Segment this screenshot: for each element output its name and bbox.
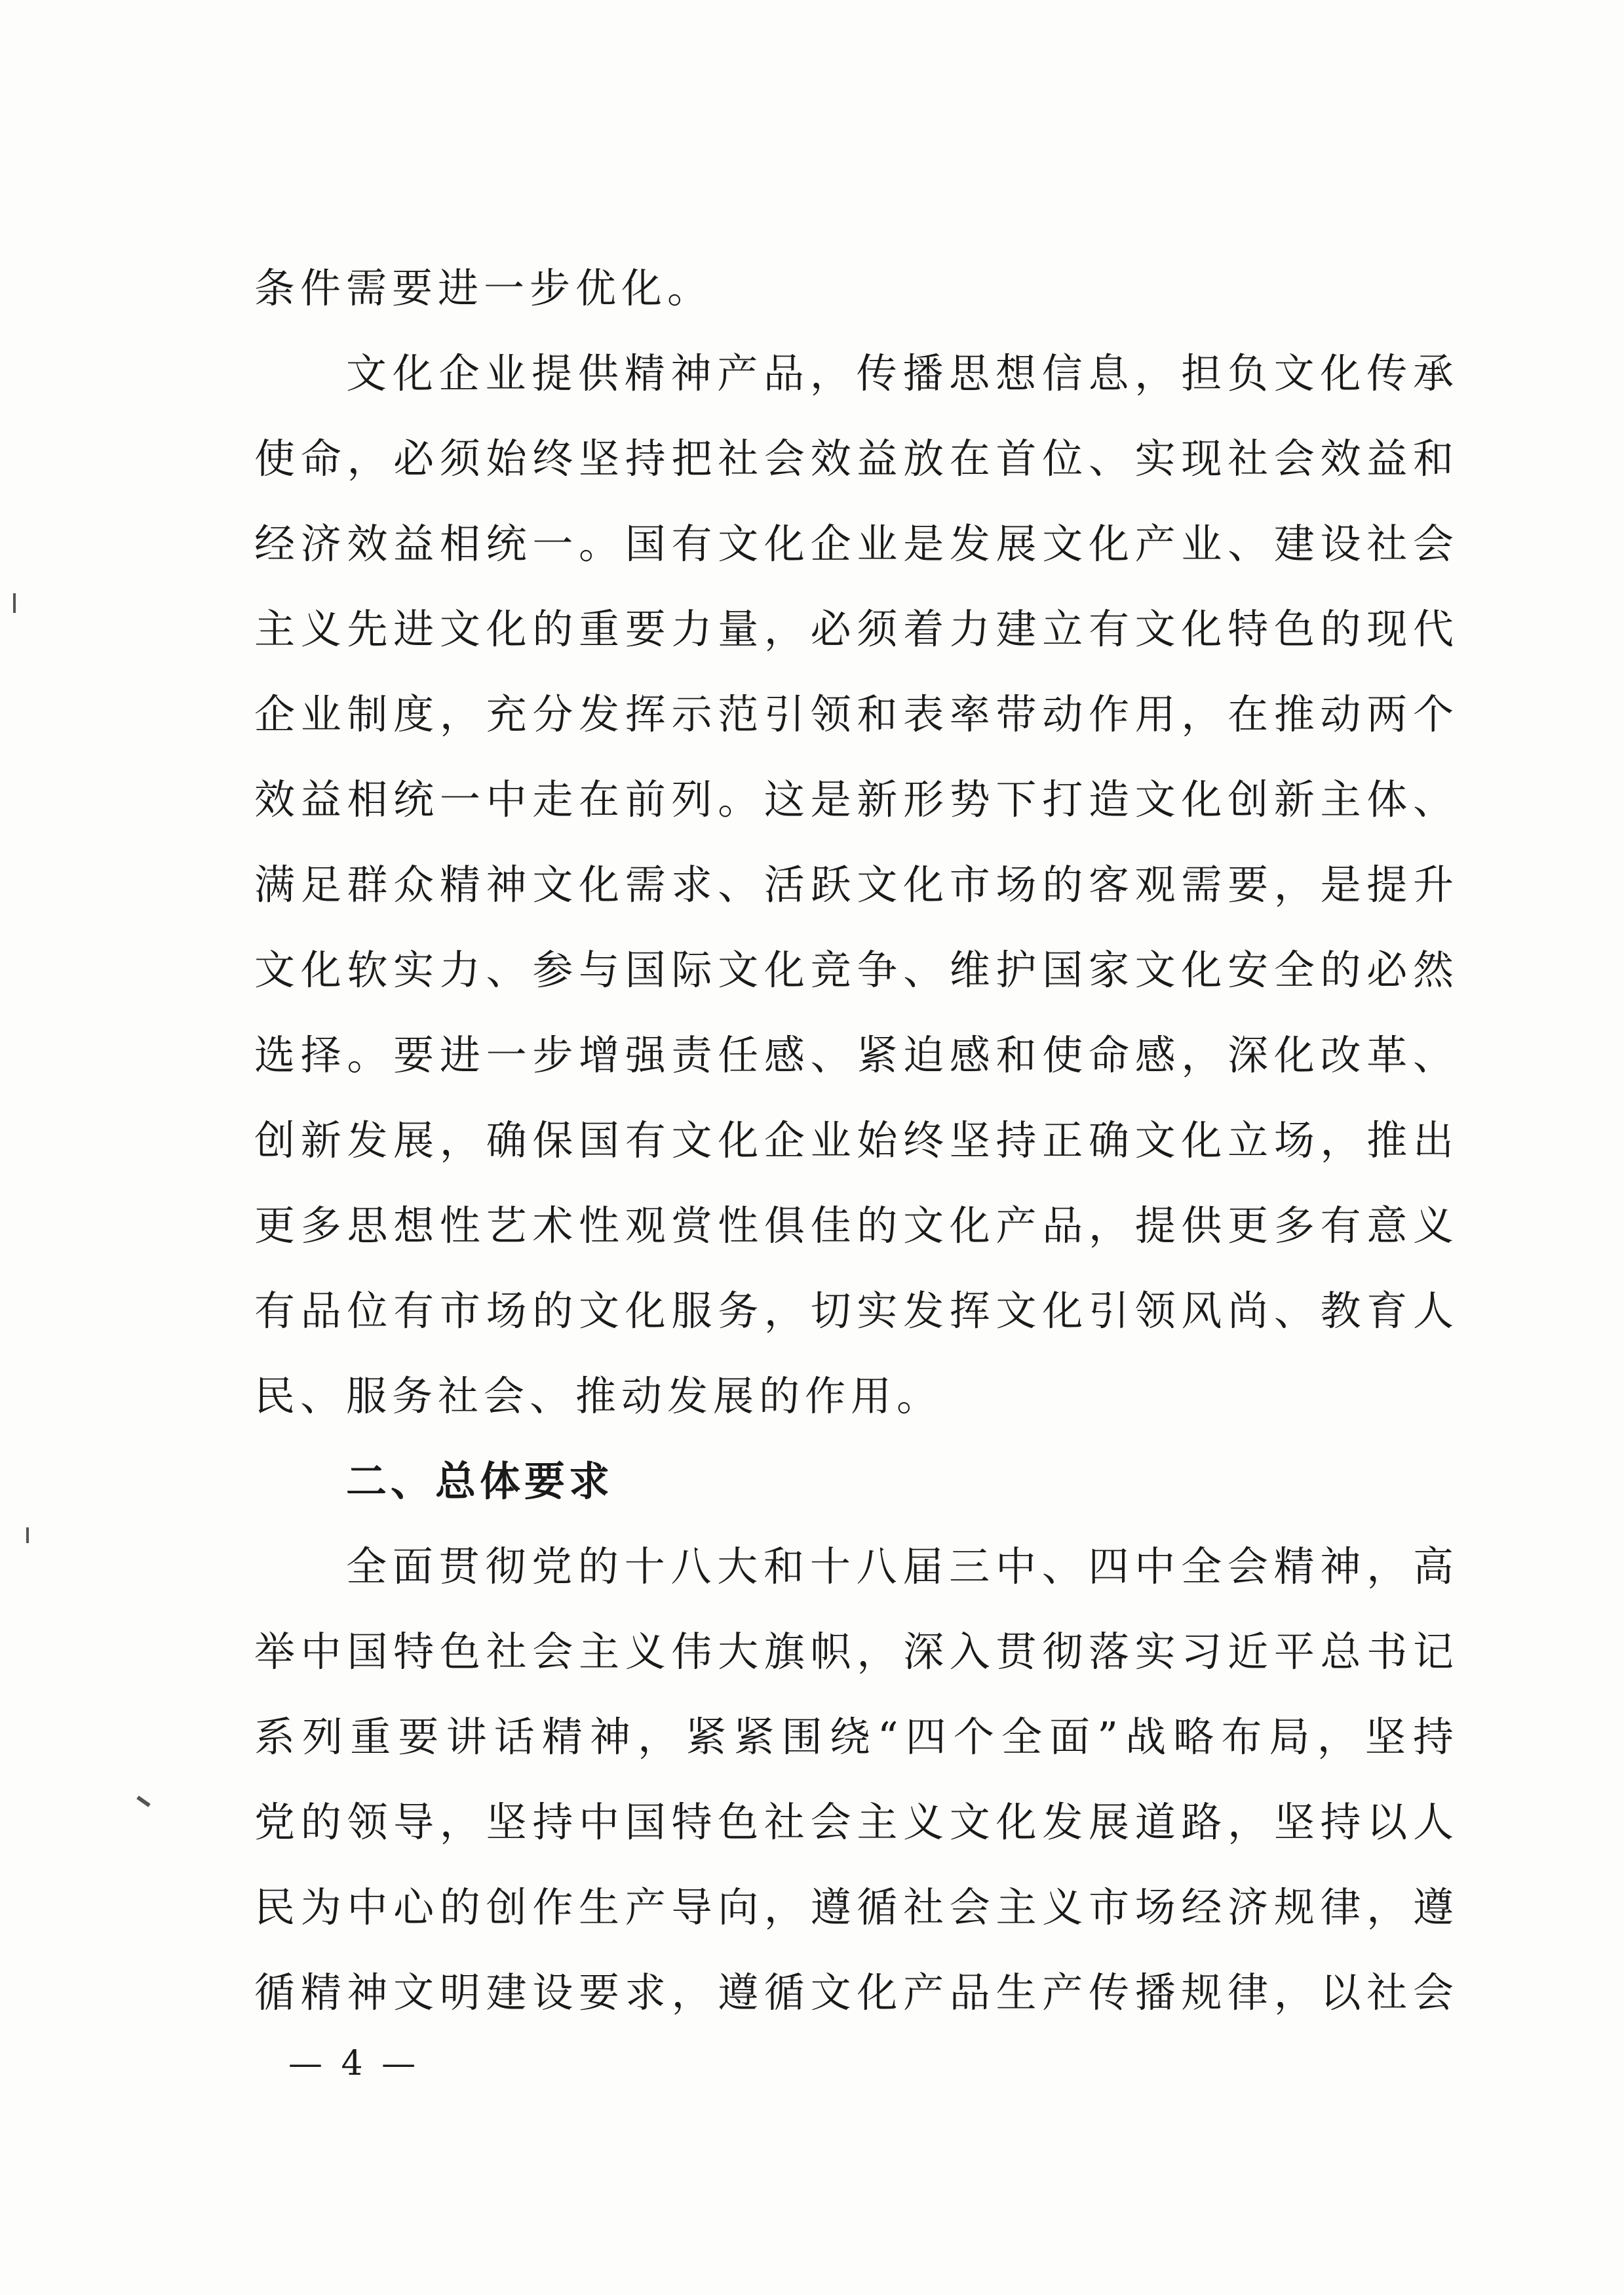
page-number: — 4 — bbox=[288, 2044, 420, 2083]
binding-mark bbox=[26, 1527, 29, 1543]
text-line: 企业制度，充分发挥示范引领和表率带动作用，在推动两个 bbox=[254, 690, 1454, 738]
text-line: 效益相统一中走在前列。这是新形势下打造文化创新主体、 bbox=[254, 775, 1454, 823]
text-line: 满足群众精神文化需求、活跃文化市场的客观需要，是提升 bbox=[254, 861, 1454, 909]
text-line: 有品位有市场的文化服务，切实发挥文化引领风尚、教育人 bbox=[254, 1287, 1454, 1335]
text-line: 系列重要讲话精神，紧紧围绕“四个全面”战略布局，坚持 bbox=[254, 1713, 1454, 1761]
text-line: 主义先进文化的重要力量，必须着力建立有文化特色的现代 bbox=[254, 605, 1454, 653]
binding-mark bbox=[136, 1795, 150, 1807]
text-line: 民、服务社会、推动发展的作用。 bbox=[254, 1372, 943, 1420]
paragraph-first-line: 全面贯彻党的十八大和十八届三中、四中全会精神，高 bbox=[346, 1542, 1454, 1590]
text-line: 民为中心的创作生产导向，遵循社会主义市场经济规律，遵 bbox=[254, 1883, 1454, 1931]
text-line: 党的领导，坚持中国特色社会主义文化发展道路，坚持以人 bbox=[254, 1798, 1454, 1846]
binding-mark bbox=[13, 593, 16, 613]
paragraph-first-line: 文化企业提供精神产品，传播思想信息，担负文化传承 bbox=[346, 349, 1454, 397]
text-line: 文化软实力、参与国际文化竞争、维护国家文化安全的必然 bbox=[254, 946, 1454, 994]
text-line: 使命，必须始终坚持把社会效益放在首位、实现社会效益和 bbox=[254, 435, 1454, 482]
text-line: 更多思想性艺术性观赏性俱佳的文化产品，提供更多有意义 bbox=[254, 1202, 1454, 1249]
text-line: 选择。要进一步增强责任感、紧迫感和使命感，深化改革、 bbox=[254, 1031, 1454, 1079]
text-line: 循精神文明建设要求，遵循文化产品生产传播规律，以社会 bbox=[254, 1969, 1454, 2016]
section-heading: 二、总体要求 bbox=[346, 1457, 614, 1505]
text-line: 举中国特色社会主义伟大旗帜，深入贯彻落实习近平总书记 bbox=[254, 1628, 1454, 1676]
text-line: 条件需要进一步优化。 bbox=[254, 264, 714, 312]
text-line: 创新发展，确保国有文化企业始终坚持正确文化立场，推出 bbox=[254, 1116, 1454, 1164]
text-line: 经济效益相统一。国有文化企业是发展文化产业、建设社会 bbox=[254, 520, 1454, 568]
